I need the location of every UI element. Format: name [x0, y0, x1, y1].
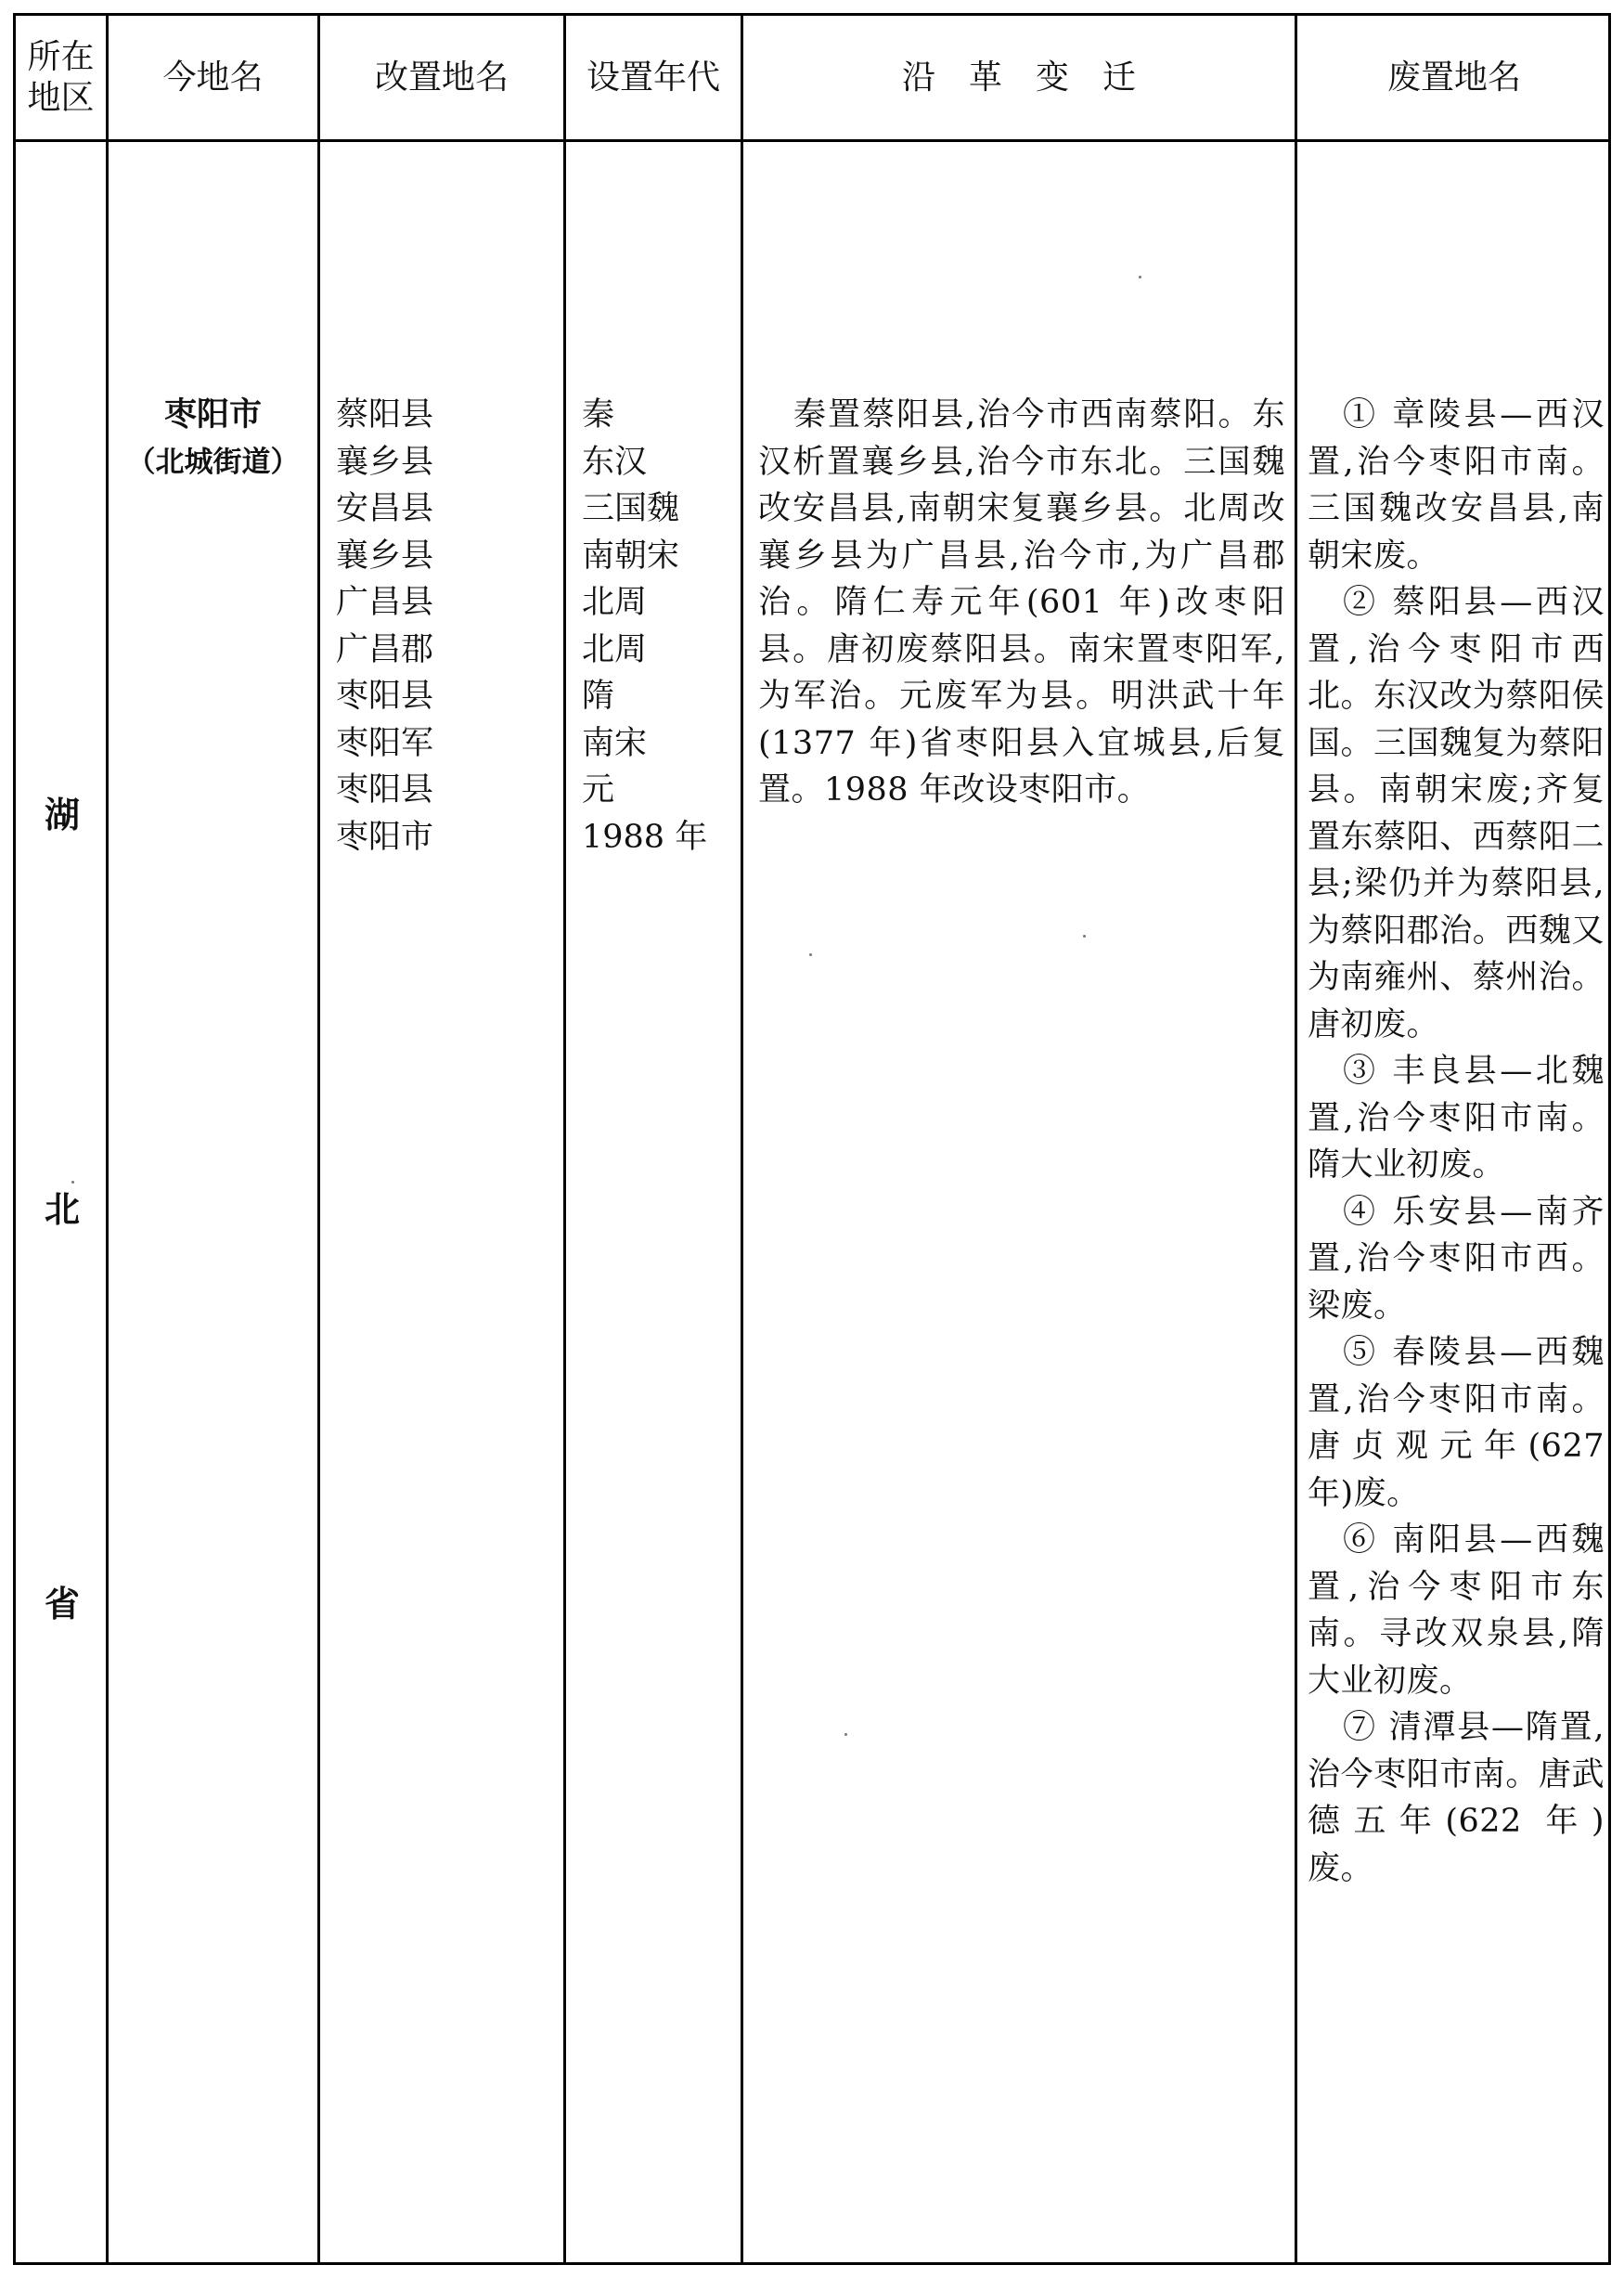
scan-speck [1139, 276, 1141, 278]
abolished-item: ⑦ 清潭县—隋置,治今枣阳市南。唐武德五年(622 年)废。 [1308, 1709, 1605, 1887]
current-place-cell [109, 392, 317, 485]
header-region [16, 16, 106, 139]
header-region-line2: 地区 [27, 78, 95, 117]
abolished-item: ② 蔡阳县—西汉置,治今枣阳市西北。东汉改为蔡阳侯国。三国魏复为蔡阳县。南朝宋废;齐复置东蔡阳、西蔡阳二县;梁仍并为蔡阳县,为蔡阳郡治。西魏又为南雍州、蔡州治。唐初废。 [1308, 584, 1605, 1043]
column-divider [563, 16, 566, 2262]
region-char-hu: 湖 [44, 794, 80, 835]
abolished-item: ⑥ 南阳县—西魏置,治今枣阳市东南。寻改双泉县,隋大业初废。 [1308, 1521, 1605, 1700]
header-abolished-names: 废置地名 [1386, 58, 1521, 97]
changed-name-item: 枣阳军 [336, 724, 434, 762]
changed-name-item: 襄乡县 [336, 537, 434, 575]
current-place-name: 枣阳市 [163, 395, 262, 434]
era-item: 三国魏 [582, 490, 680, 527]
era-item: 南朝宋 [582, 537, 680, 575]
changed-name-item: 襄乡县 [336, 443, 434, 481]
header-divider [16, 139, 1608, 142]
evolution-text: 秦置蔡阳县,治今市西南蔡阳。东汉析置襄乡县,治今市东北。三国魏改安昌县,南朝宋复襄乡县。北周改襄乡县为广昌县,治今市,为广昌郡治。隋仁寿元年(601 年)改枣阳县。唐初废蔡阳县。南宋置枣阳军,为军治。元废军为县。明洪武十年(1377 年)省枣阳县入宜城县,后复置。1988 年改设枣阳市。 [758, 396, 1285, 809]
changed-name-item: 广昌郡 [336, 630, 434, 668]
gazetteer-table [13, 13, 1611, 2265]
era-item: 隋 [582, 678, 615, 715]
column-divider [106, 16, 109, 2262]
region-char-sheng: 省 [44, 1583, 80, 1624]
header-region-line1: 所在 [27, 37, 95, 76]
abolished-item: ① 章陵县—西汉置,治今枣阳市南。三国魏改安昌县,南朝宋废。 [1308, 396, 1605, 575]
changed-name-item: 枣阳县 [336, 678, 434, 715]
scan-speck [1083, 935, 1086, 938]
header-changed-names: 改置地名 [374, 58, 509, 97]
column-divider [1295, 16, 1297, 2262]
changed-name-item: 蔡阳县 [336, 396, 434, 434]
abolished-list [1308, 392, 1605, 1892]
abolished-item: ④ 乐安县—南齐置,治今枣阳市西。梁废。 [1308, 1193, 1605, 1325]
header-set-era: 设置年代 [586, 58, 720, 97]
region-char-bei: 北 [44, 1188, 80, 1230]
era-item: 南宋 [582, 724, 648, 762]
changed-name-item: 广昌县 [336, 584, 434, 621]
abolished-item: ⑤ 春陵县—西魏置,治今枣阳市南。唐贞观元年(627 年)废。 [1308, 1334, 1605, 1512]
changed-name-item: 枣阳县 [336, 771, 434, 809]
column-divider [741, 16, 743, 2262]
scan-speck [71, 1181, 74, 1184]
abolished-item: ③ 丰良县—北魏置,治今枣阳市南。隋大业初废。 [1308, 1053, 1605, 1184]
changed-name-item: 枣阳市 [336, 818, 434, 856]
current-place-sub: （北城街道） [126, 445, 300, 479]
header-evolution: 沿 革 变 迁 [901, 58, 1136, 97]
era-item: 1988 年 [582, 818, 708, 856]
era-item: 东汉 [582, 443, 648, 481]
era-item: 北周 [582, 584, 648, 621]
scan-speck [844, 1733, 847, 1736]
era-list [582, 392, 740, 861]
era-item: 北周 [582, 630, 648, 668]
era-item: 秦 [582, 396, 615, 434]
column-divider [317, 16, 320, 2262]
changed-name-item: 安昌县 [336, 490, 434, 527]
header-current-name: 今地名 [162, 58, 264, 97]
era-item: 元 [582, 771, 615, 809]
changed-names-list [336, 392, 559, 861]
scan-speck [809, 953, 812, 956]
